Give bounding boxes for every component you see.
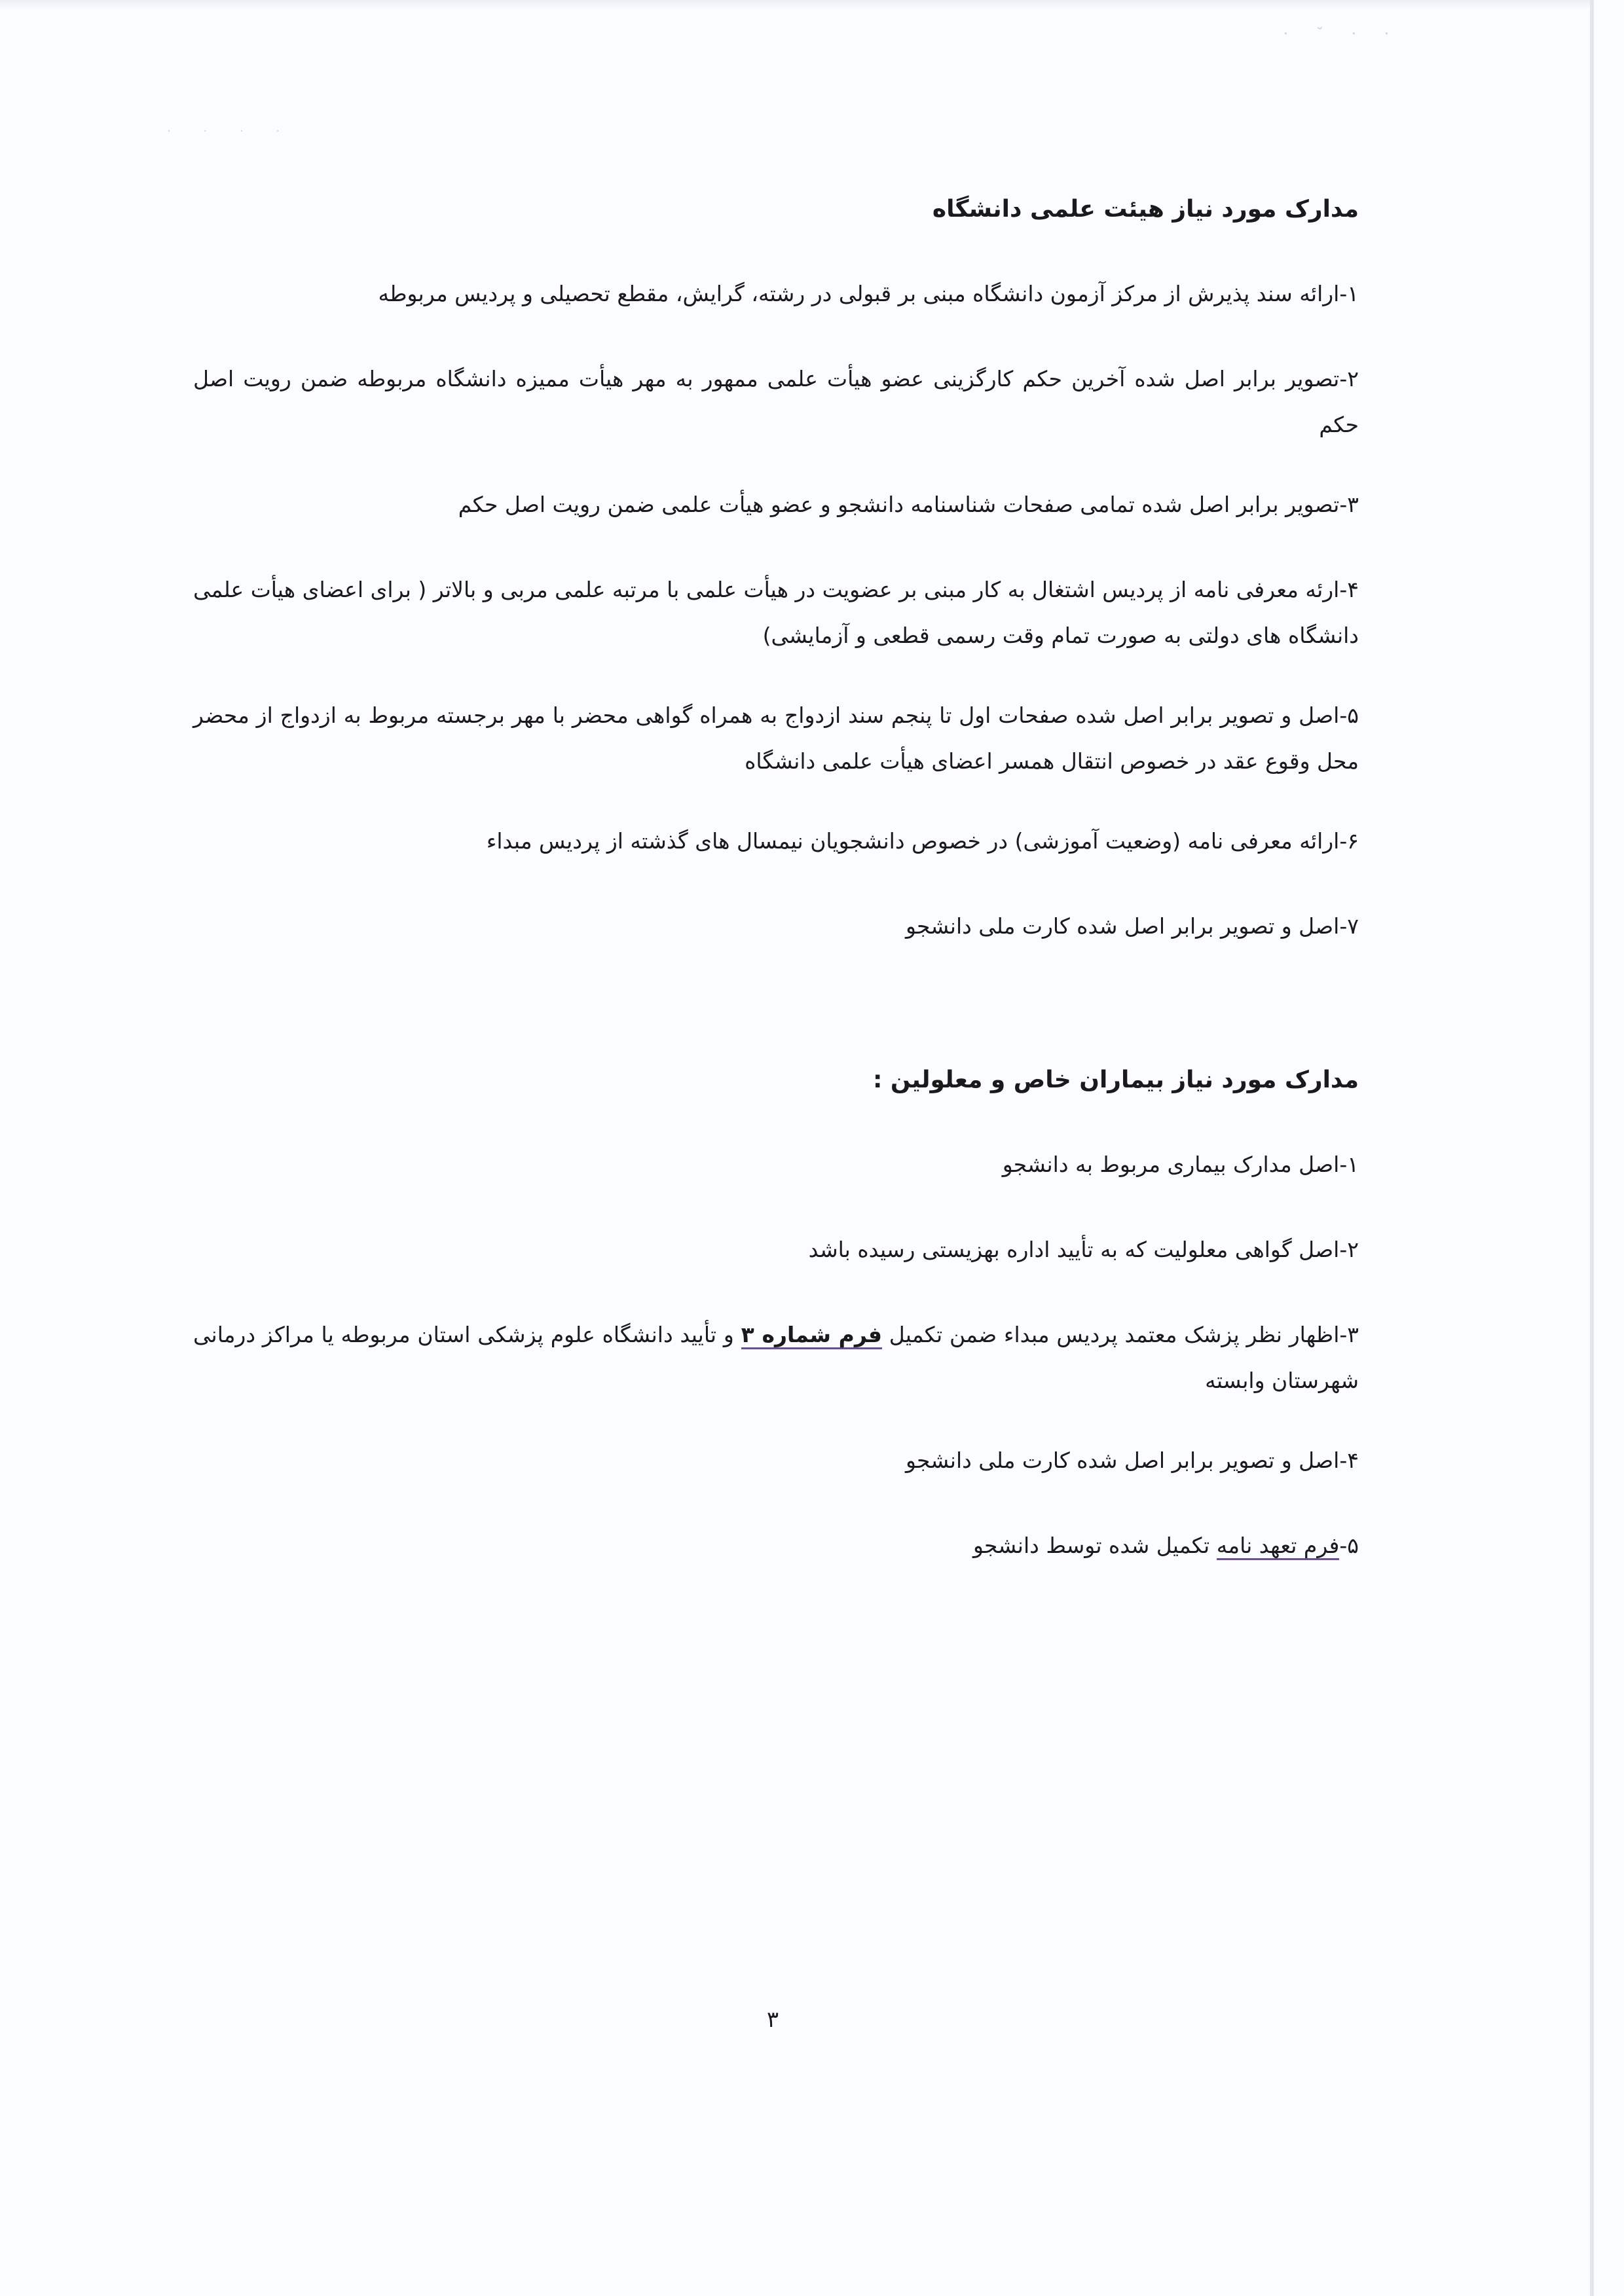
section-gap <box>193 989 1359 1061</box>
faculty-item-7: ۷-اصل و تصویر برابر اصل شده کارت ملی دانشجو <box>905 913 1359 939</box>
page-top-shadow <box>0 0 1590 9</box>
patients-item-5-prefix: ۵- <box>1339 1533 1359 1558</box>
patients-item-3-after: و تأیید دانشگاه علوم پزشکی استان مربوطه یا مراکز درمانی شهرستان وابسته <box>193 1322 1359 1393</box>
patients-item-5-after: تکمیل شده توسط دانشجو <box>973 1533 1217 1558</box>
faculty-item-5: ۵-اصل و تصویر برابر اصل شده صفحات اول تا پنجم سند ازدواج به همراه گواهی محضر با مهر برجسته مربوط به ازدواج از محضر محل وقوع عقد در خصوص انتقال همسر اعضای هیأت علمی دانشگاه <box>193 702 1359 774</box>
page-right-edge <box>1590 0 1594 2296</box>
commitment-form-link[interactable]: فرم تعهد نامه <box>1217 1533 1340 1560</box>
faculty-item-4: ۴-ارئه معرفی نامه از پردیس اشتغال به کار مبنی بر عضویت در هیأت علمی با مرتبه علمی مربی و بالاتر ( برای اعضای هیأت علمی دانشگاه های دولتی به صورت تمام وقت رسمی قطعی و آزمایشی) <box>193 577 1359 648</box>
scan-specks-top: · ˘ · · <box>1283 26 1401 43</box>
faculty-item-2: ۲-تصویر برابر اصل شده آخرین حکم کارگزینی عضو هیأت علمی ممهور به مهر هیأت ممیزه دانشگاه مربوطه ضمن رویت اصل حکم <box>193 366 1359 437</box>
patients-item-1: ۱-اصل مدارک بیماری مربوط به دانشجو <box>1002 1152 1359 1177</box>
page-number: ۳ <box>766 2007 779 2033</box>
scan-specks-left: · · · · <box>167 124 295 138</box>
patients-item-2: ۲-اصل گواهی معلولیت که به تأیید اداره بهزیستی رسیده باشد <box>808 1237 1359 1262</box>
faculty-item-6: ۶-ارائه معرفی نامه (وضعیت آموزشی) در خصوص دانشجویان نیمسال های گذشته از پردیس مبداء <box>486 828 1359 854</box>
faculty-item-3: ۳-تصویر برابر اصل شده تمامی صفحات شناسنامه دانشجو و عضو هیأت علمی ضمن رویت اصل حکم <box>458 492 1359 517</box>
faculty-item-1: ۱-ارائه سند پذیرش از مرکز آزمون دانشگاه مبنی بر قبولی در رشته، گرایش، مقطع تحصیلی و پردیس مربوطه <box>378 281 1359 306</box>
patients-item-3 <box>193 1312 1359 1404</box>
patients-item-3-before: ۳-اظهار نظر پزشک معتمد پردیس مبداء ضمن تکمیل <box>882 1322 1359 1347</box>
form-3-link[interactable]: فرم شماره ۳ <box>741 1322 882 1349</box>
document-body <box>193 190 1359 1608</box>
patients-item-4: ۴-اصل و تصویر برابر اصل شده کارت ملی دانشجو <box>905 1448 1359 1473</box>
patients-item-5 <box>193 1523 1359 1569</box>
section-title-faculty: مدارک مورد نیاز هیئت علمی دانشگاه <box>932 196 1359 223</box>
section-title-special-patients: مدارک مورد نیاز بیماران خاص و معلولین : <box>872 1066 1359 1093</box>
